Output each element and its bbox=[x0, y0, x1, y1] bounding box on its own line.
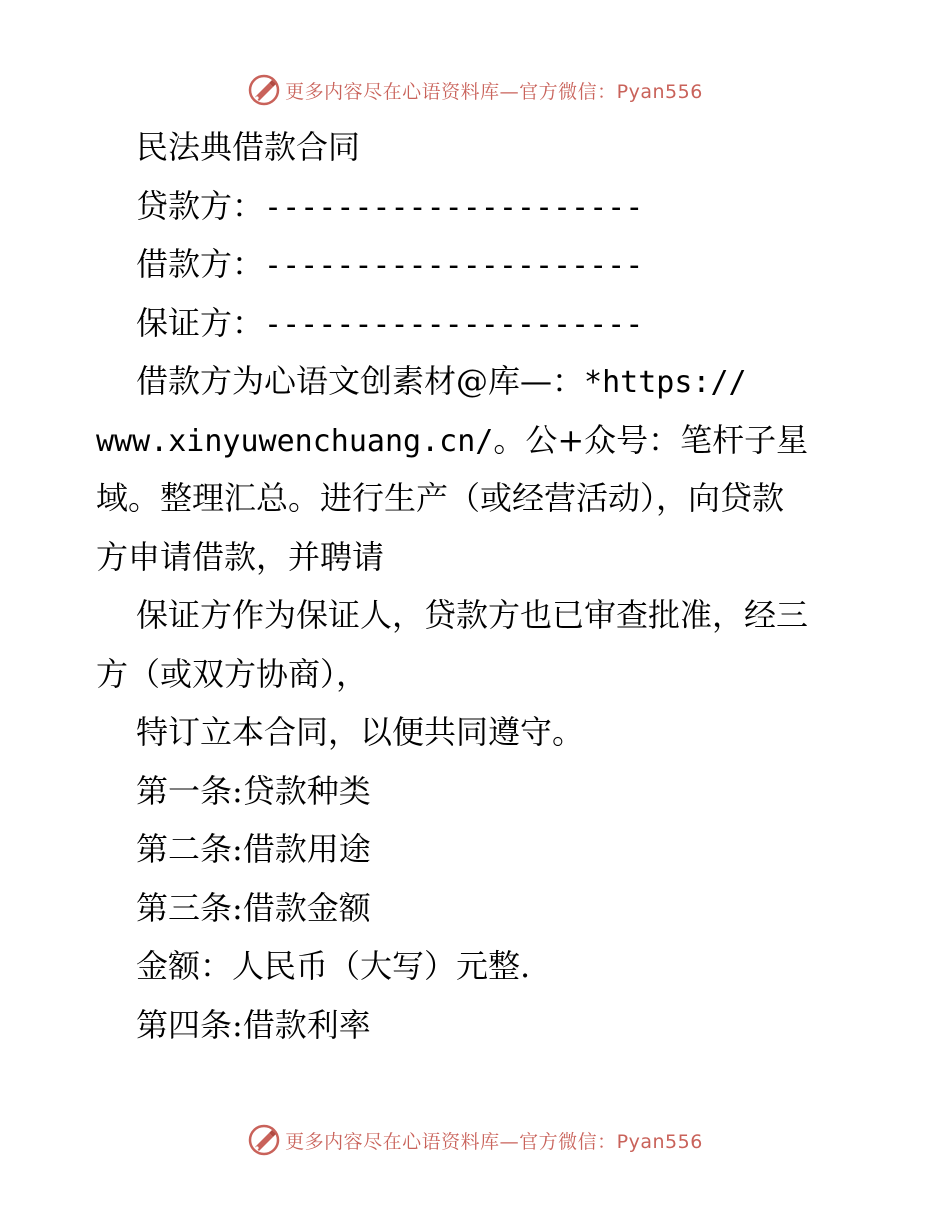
header-brand-label: 更多内容尽在心语资料库—官方微信： bbox=[285, 80, 617, 103]
borrower-blank: --------------------- bbox=[264, 248, 644, 283]
paragraph-1-line-3: 域。整理汇总。进行生产（或经营活动），向贷款 bbox=[96, 479, 785, 517]
header-brand-text bbox=[285, 77, 703, 104]
guarantor-blank: --------------------- bbox=[264, 306, 644, 342]
guarantor-label: 保证方： bbox=[136, 303, 265, 342]
paragraph-1-text: 借款方为心语文创素材@库—： bbox=[136, 362, 585, 400]
paragraph-1-line-1 bbox=[96, 352, 856, 411]
footer-brand-label: 更多内容尽在心语资料库—官方微信： bbox=[285, 1130, 617, 1153]
borrower-line bbox=[96, 235, 856, 294]
guarantor-line bbox=[96, 294, 856, 353]
lender-blank: --------------------- bbox=[264, 189, 644, 225]
footer-wechat-id: Pyan556 bbox=[616, 1130, 703, 1153]
document-title: 民法典借款合同 bbox=[136, 128, 361, 166]
header-banner bbox=[247, 73, 703, 107]
footer-brand-text bbox=[285, 1127, 703, 1154]
paragraph-1-line-4: 方申请借款，并聘请 bbox=[96, 537, 385, 576]
pen-logo-icon bbox=[247, 1123, 281, 1157]
footer-banner bbox=[247, 1123, 703, 1157]
lender-label: 贷款方： bbox=[136, 186, 265, 225]
page-footer bbox=[0, 1120, 950, 1160]
paragraph-1-line-2 bbox=[96, 411, 856, 470]
amount-line: 金额：人民币（大写）元整. bbox=[136, 947, 531, 985]
page-header bbox=[0, 70, 950, 110]
website-url: www.xinyuwenchuang.cn/ bbox=[96, 423, 494, 459]
paragraph-3: 特订立本合同，以便共同遵守。 bbox=[136, 713, 585, 751]
paragraph-1-account-text: 。公+众号：笔杆子星 bbox=[493, 420, 809, 459]
paragraph-2-line-1: 保证方作为保证人，贷款方也已审查批准，经三 bbox=[136, 596, 809, 634]
article-2-heading: 第二条:借款用途 bbox=[136, 830, 371, 868]
header-wechat-id: Pyan556 bbox=[616, 80, 703, 103]
document-body bbox=[96, 118, 856, 1054]
paragraph-1-url-start: *https:// bbox=[584, 365, 747, 400]
pen-logo-icon bbox=[247, 73, 281, 107]
paragraph-2-line-2: 方（或双方协商）， bbox=[96, 654, 369, 693]
article-4-heading: 第四条:借款利率 bbox=[136, 1005, 371, 1044]
article-1-heading: 第一条:贷款种类 bbox=[136, 771, 371, 810]
article-3-heading: 第三条:借款金额 bbox=[136, 888, 371, 927]
lender-line bbox=[96, 177, 856, 236]
borrower-label: 借款方： bbox=[136, 245, 265, 283]
